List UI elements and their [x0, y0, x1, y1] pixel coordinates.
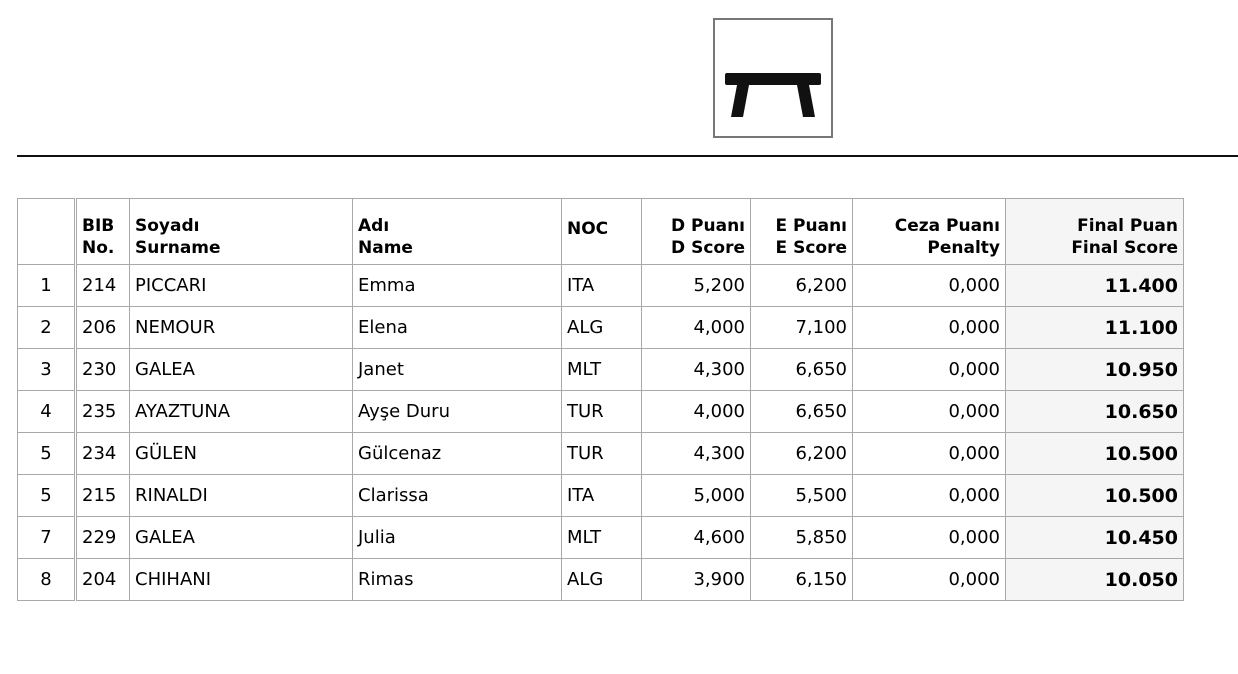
- surname-cell: PICCARI: [130, 265, 353, 307]
- apparatus-badge: [713, 18, 833, 138]
- surname-cell: GALEA: [130, 517, 353, 559]
- bib-cell: 234: [76, 433, 130, 475]
- noc-cell: ITA: [562, 475, 642, 517]
- table-row: [18, 559, 1184, 601]
- results-table: [17, 198, 1184, 601]
- name-cell: Gülcenaz: [353, 433, 562, 475]
- noc-cell: ALG: [562, 307, 642, 349]
- noc-cell: ITA: [562, 265, 642, 307]
- surname-cell: CHIHANI: [130, 559, 353, 601]
- d-score-cell: 4,300: [642, 349, 751, 391]
- bib-cell: 214: [76, 265, 130, 307]
- table-row: [18, 475, 1184, 517]
- penalty-cell: 0,000: [853, 265, 1006, 307]
- final-score-cell: 10.050: [1006, 559, 1184, 601]
- bib-cell: 215: [76, 475, 130, 517]
- rank-cell: 5: [18, 433, 76, 475]
- d-score-cell: 3,900: [642, 559, 751, 601]
- col-header-name: Adı Name: [353, 199, 562, 265]
- noc-cell: TUR: [562, 391, 642, 433]
- name-cell: Janet: [353, 349, 562, 391]
- penalty-cell: 0,000: [853, 475, 1006, 517]
- rank-cell: 4: [18, 391, 76, 433]
- final-score-cell: 11.100: [1006, 307, 1184, 349]
- penalty-cell: 0,000: [853, 349, 1006, 391]
- e-score-cell: 6,200: [751, 433, 853, 475]
- bib-cell: 204: [76, 559, 130, 601]
- name-cell: Clarissa: [353, 475, 562, 517]
- surname-cell: GALEA: [130, 349, 353, 391]
- rank-cell: 2: [18, 307, 76, 349]
- rank-cell: 7: [18, 517, 76, 559]
- surname-cell: AYAZTUNA: [130, 391, 353, 433]
- col-header-surname: Soyadı Surname: [130, 199, 353, 265]
- bib-cell: 230: [76, 349, 130, 391]
- final-score-cell: 10.500: [1006, 433, 1184, 475]
- surname-cell: GÜLEN: [130, 433, 353, 475]
- e-score-cell: 5,500: [751, 475, 853, 517]
- col-header-final-score: Final Puan Final Score: [1006, 199, 1184, 265]
- d-score-cell: 4,600: [642, 517, 751, 559]
- d-score-cell: 4,000: [642, 391, 751, 433]
- e-score-cell: 6,650: [751, 391, 853, 433]
- balance-beam-icon: [715, 20, 831, 136]
- d-score-cell: 5,200: [642, 265, 751, 307]
- final-score-cell: 10.450: [1006, 517, 1184, 559]
- e-score-cell: 6,150: [751, 559, 853, 601]
- surname-cell: NEMOUR: [130, 307, 353, 349]
- d-score-cell: 4,000: [642, 307, 751, 349]
- table-row: [18, 265, 1184, 307]
- table-row: [18, 391, 1184, 433]
- bib-cell: 235: [76, 391, 130, 433]
- e-score-cell: 6,200: [751, 265, 853, 307]
- table-row: [18, 307, 1184, 349]
- name-cell: Rimas: [353, 559, 562, 601]
- penalty-cell: 0,000: [853, 517, 1006, 559]
- header-divider: [17, 155, 1238, 157]
- final-score-cell: 10.950: [1006, 349, 1184, 391]
- noc-cell: TUR: [562, 433, 642, 475]
- bib-cell: 229: [76, 517, 130, 559]
- final-score-cell: 10.650: [1006, 391, 1184, 433]
- table-header-row: [18, 199, 1184, 265]
- col-header-rank: [18, 199, 76, 265]
- penalty-cell: 0,000: [853, 433, 1006, 475]
- name-cell: Julia: [353, 517, 562, 559]
- e-score-cell: 7,100: [751, 307, 853, 349]
- d-score-cell: 5,000: [642, 475, 751, 517]
- d-score-cell: 4,300: [642, 433, 751, 475]
- col-header-bib: BIB No.: [76, 199, 130, 265]
- e-score-cell: 6,650: [751, 349, 853, 391]
- rank-cell: 3: [18, 349, 76, 391]
- bib-cell: 206: [76, 307, 130, 349]
- e-score-cell: 5,850: [751, 517, 853, 559]
- final-score-cell: 10.500: [1006, 475, 1184, 517]
- col-header-d-score: D Puanı D Score: [642, 199, 751, 265]
- name-cell: Elena: [353, 307, 562, 349]
- rank-cell: 1: [18, 265, 76, 307]
- final-score-cell: 11.400: [1006, 265, 1184, 307]
- penalty-cell: 0,000: [853, 559, 1006, 601]
- noc-cell: ALG: [562, 559, 642, 601]
- name-cell: Ayşe Duru: [353, 391, 562, 433]
- penalty-cell: 0,000: [853, 307, 1006, 349]
- table-row: [18, 433, 1184, 475]
- rank-cell: 8: [18, 559, 76, 601]
- table-row: [18, 517, 1184, 559]
- table-row: [18, 349, 1184, 391]
- name-cell: Emma: [353, 265, 562, 307]
- col-header-noc: NOC: [562, 199, 642, 265]
- noc-cell: MLT: [562, 517, 642, 559]
- rank-cell: 5: [18, 475, 76, 517]
- penalty-cell: 0,000: [853, 391, 1006, 433]
- noc-cell: MLT: [562, 349, 642, 391]
- col-header-penalty: Ceza Puanı Penalty: [853, 199, 1006, 265]
- surname-cell: RINALDI: [130, 475, 353, 517]
- col-header-e-score: E Puanı E Score: [751, 199, 853, 265]
